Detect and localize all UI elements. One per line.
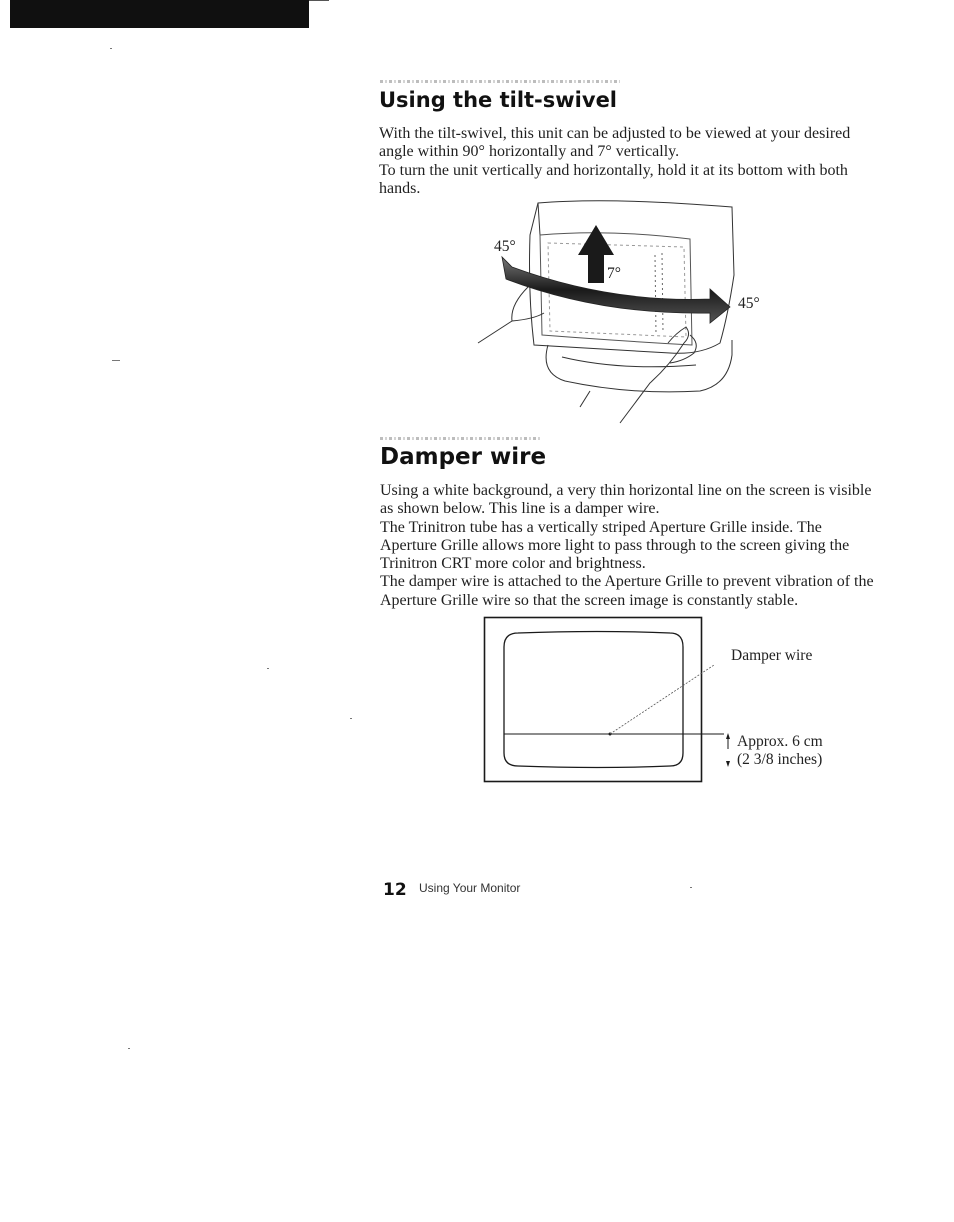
section-heading-tilt-swivel: Using the tilt-swivel <box>379 88 618 112</box>
damper-wire-label: Damper wire <box>731 647 813 664</box>
paragraph: To turn the unit vertically and horizontally, hold it at its bottom with both hands. <box>379 161 848 197</box>
page-header-rule <box>309 0 329 1</box>
damper-wire-text <box>380 482 875 610</box>
scan-speck <box>690 887 692 888</box>
scan-speck <box>350 718 352 719</box>
paragraph: Using a white background, a very thin horizontal line on the screen is visible as shown below. This line is a damper wire. <box>380 482 872 518</box>
footer-section-title: Using Your Monitor <box>419 881 521 895</box>
approx-inches-label: (2 3/8 inches) <box>737 751 823 768</box>
section-divider <box>380 437 540 440</box>
swivel-right-label: 45° <box>738 295 760 312</box>
scan-speck <box>267 668 269 669</box>
scan-speck <box>128 1048 130 1049</box>
scan-speck <box>110 48 112 49</box>
scan-speck <box>112 360 120 361</box>
page-number: 12 <box>383 880 407 900</box>
paragraph: The Trinitron tube has a vertically striped Aperture Grille inside. The Aperture Grille allows more light to pass through to the screen giving the Trinitron CRT more color and brightness. <box>380 518 850 573</box>
tilt-swivel-illustration <box>470 195 770 430</box>
page-header-bar <box>10 0 309 28</box>
paragraph: With the tilt-swivel, this unit can be adjusted to be viewed at your desired angle within 90° horizontally and 7° vertically. <box>379 125 851 161</box>
tilt-swivel-text <box>379 125 859 198</box>
section-divider <box>380 80 620 83</box>
paragraph: The damper wire is attached to the Aperture Grille to prevent vibration of the Aperture Grille wire so that the screen image is constantly stable. <box>380 573 874 609</box>
approx-cm-label: Approx. 6 cm <box>737 733 823 750</box>
tilt-label: 7° <box>607 265 621 282</box>
swivel-left-label: 45° <box>494 238 516 255</box>
damper-wire-diagram <box>480 615 730 785</box>
section-heading-damper-wire: Damper wire <box>380 444 547 470</box>
